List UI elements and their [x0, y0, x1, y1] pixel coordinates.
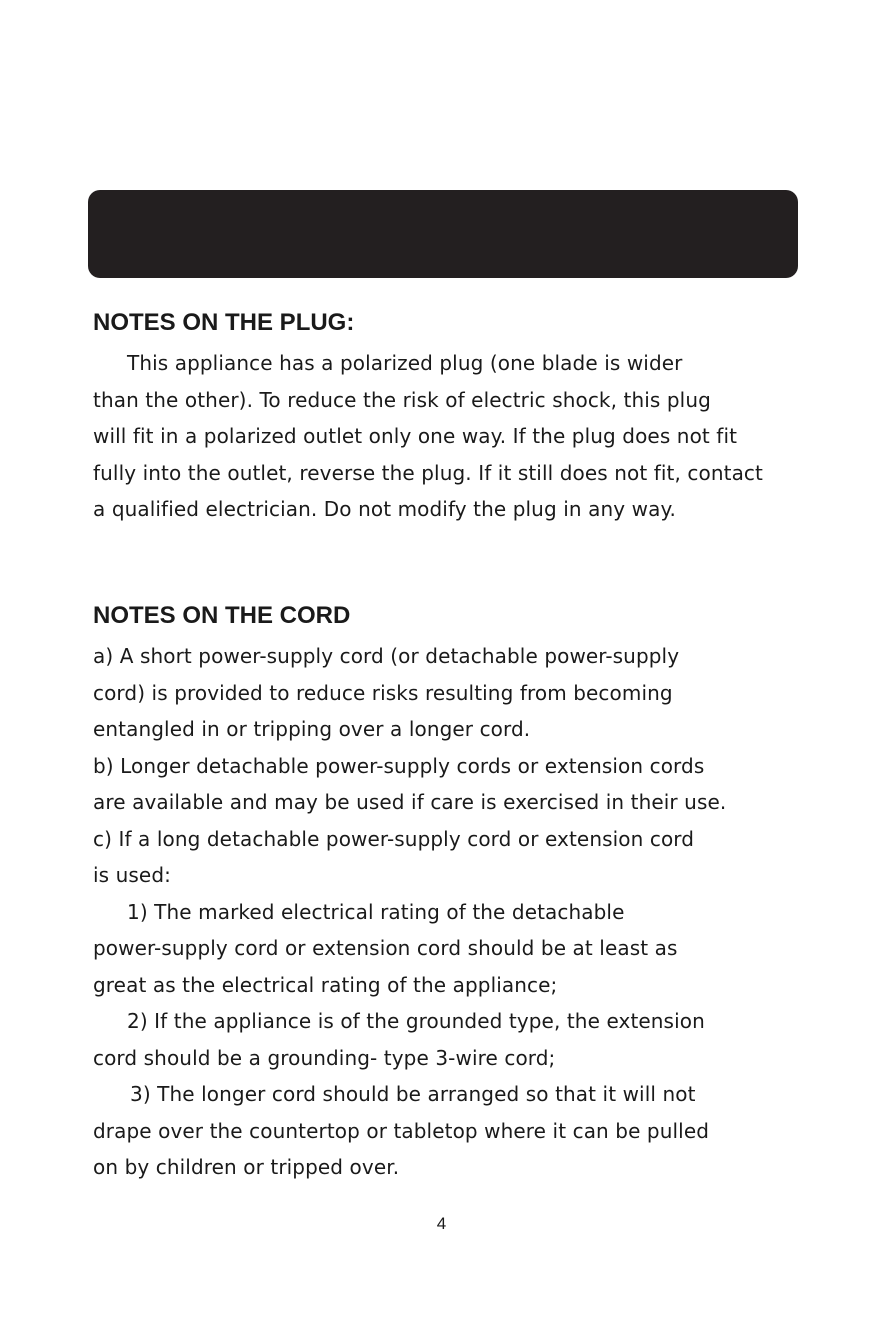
plug-notes-heading: NOTES ON THE PLUG:	[93, 309, 355, 336]
cord-notes-line: cord) is provided to reduce risks resulting from becoming	[93, 680, 673, 705]
cord-notes-line: great as the electrical rating of the appliance;	[93, 972, 558, 997]
plug-notes-line: will fit in a polarized outlet only one way. If the plug does not fit	[93, 424, 738, 448]
cord-notes-line: power-supply cord or extension cord should be at least as	[93, 936, 678, 960]
cord-notes-line: entangled in or tripping over a longer cord.	[93, 717, 531, 741]
cord-notes-line: on by children or tripped over.	[93, 1155, 400, 1179]
cord-notes-line: 3) The longer cord should be arranged so that it will not	[130, 1082, 696, 1106]
cord-notes-section	[93, 598, 798, 1186]
plug-notes-line: This appliance has a polarized plug (one blade is wider	[127, 351, 683, 375]
cord-notes-line: 2) If the appliance is of the grounded type, the extension	[127, 1009, 705, 1033]
cord-notes-heading: NOTES ON THE CORD	[93, 602, 351, 629]
cord-notes-line: cord should be a grounding- type 3-wire cord;	[93, 1045, 556, 1070]
cord-notes-line: are available and may be used if care is exercised in their use.	[93, 790, 727, 814]
cord-notes-line: is used:	[93, 863, 171, 887]
plug-notes-section	[93, 305, 798, 528]
cord-notes-line: 1) The marked electrical rating of the detachable	[127, 899, 625, 924]
plug-notes-line: fully into the outlet, reverse the plug. If it still does not fit, contact	[93, 460, 763, 485]
plug-notes-line: a qualified electrician. Do not modify the plug in any way.	[93, 497, 676, 521]
cord-notes-line: b) Longer detachable power-supply cords or extension cords	[93, 753, 705, 778]
plug-notes-line: than the other). To reduce the risk of electric shock, this plug	[93, 387, 711, 412]
cord-notes-line: drape over the countertop or tabletop where it can be pulled	[93, 1118, 710, 1143]
section-banner	[88, 190, 798, 278]
cord-notes-line: c) If a long detachable power-supply cord or extension cord	[93, 826, 695, 851]
cord-notes-line: a) A short power-supply cord (or detachable power-supply	[93, 644, 680, 668]
page-number: 4	[436, 1214, 447, 1233]
